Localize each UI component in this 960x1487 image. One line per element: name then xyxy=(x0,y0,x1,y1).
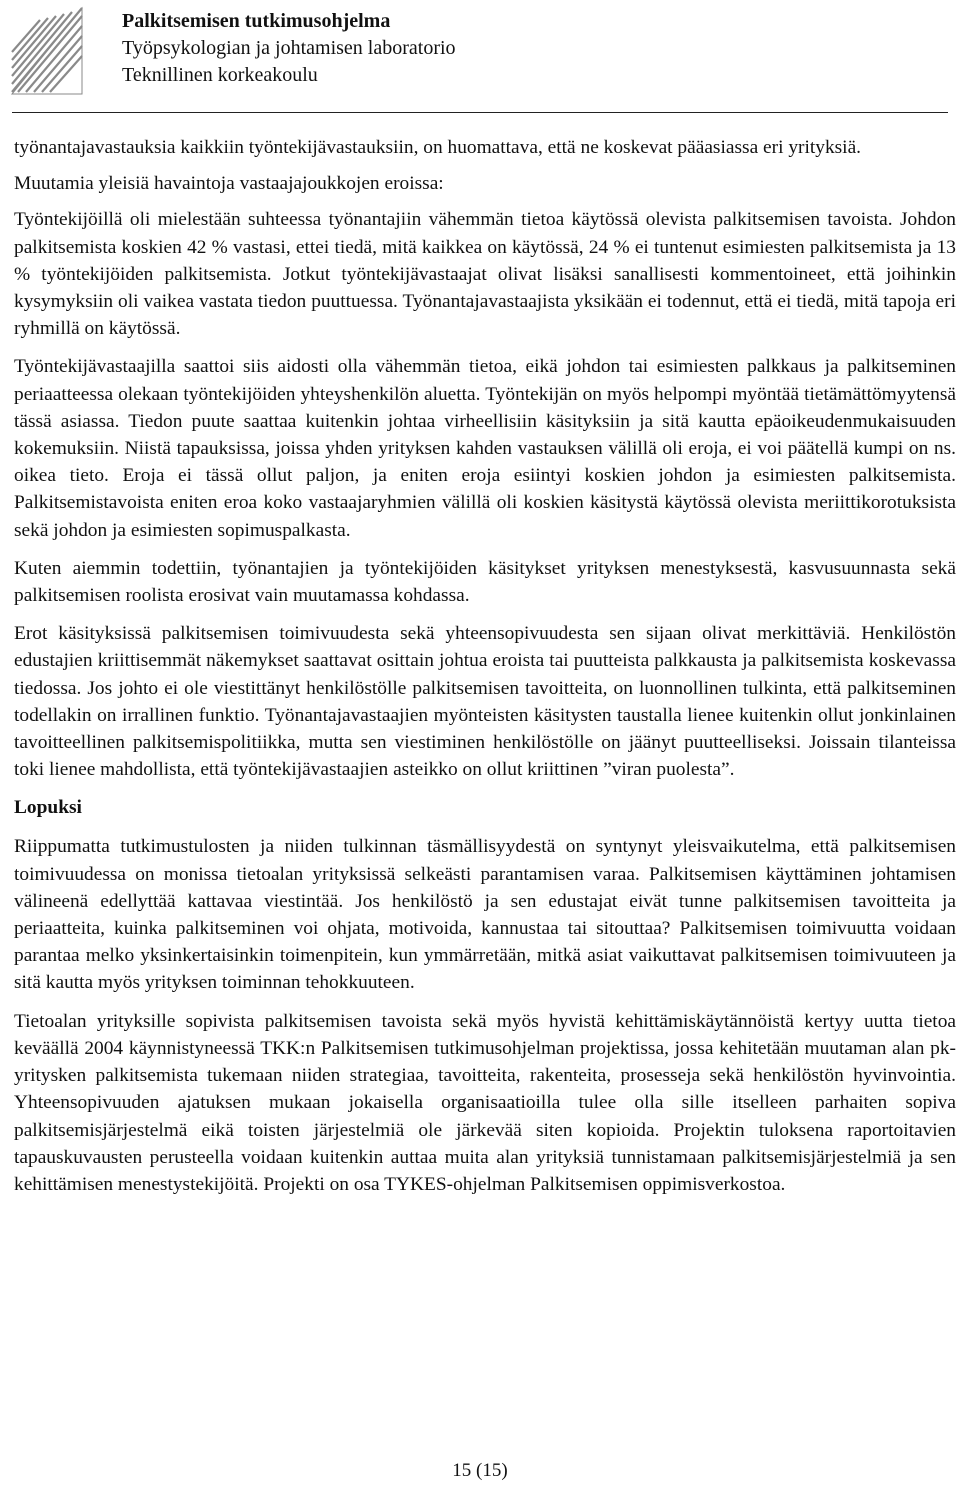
page-header xyxy=(10,0,950,104)
paragraph: Kuten aiemmin todettiin, työnantajien ja työntekijöiden käsitykset yrityksen menestyksestä, kasvusuunnasta sekä palkitsemisen roolista erosivat vain muutamassa kohdassa. xyxy=(14,557,956,607)
paragraph: työnantajavastauksia kaikkiin työntekijävastauksiin, on huomattava, että ne koskevat pääasiassa eri yrityksiä. xyxy=(14,137,862,158)
laboratory-name: Työpsykologian ja johtamisen laboratorio xyxy=(122,37,456,59)
program-title: Palkitsemisen tutkimusohjelma xyxy=(122,10,391,32)
paragraph: Erot käsityksissä palkitsemisen toimivuudesta sekä yhteensopivuudesta sen sijaan olivat merkittäviä. Henkilöstön edustajien kriittisemmät näkemykset saattavat osittain johtua eroista tai puutteista palkkausta ja palkitsemista koskevassa tiedossa. Jos johto ei ole viestittänyt henkilöstölle palkitsemisen tavoitteita, on luonnollinen tulkinta, että palkitseminen todellakin on irrallinen funktio. Työnantajavastaajien myönteisten käsitysten taustalla lienee kuitenkin ollut jonkinlainen tavoitteellinen palkitsemispolitiikka, mutta sen viestiminen henkilöstölle on jäänyt puutteelliseksi. Joissain tilanteissa toki lienee mahdollista, että työntekijävastaajien asteikko on ollut kriittinen ”viran puolesta”. xyxy=(14,623,956,781)
paragraph: Työntekijävastaajilla saattoi siis aidosti olla vähemmän tietoa, eikä johdon tai esimiesten palkkaus ja palkitseminen periaatteessa olekaan työntekijöiden yhteyshenkilön aluetta. Työntekijän on myös helpompi myöntää tietämättömyytensä tässä asiassa. Tiedon puute saattaa kuitenkin johtaa virheellisiin käsityksiin ja sitä kautta epäoikeudenmukaisuuden kokemuksiin. Niistä tapauksissa, joissa yhden yrityksen kahden vastauksen välillä oli eroja, ei voi päätellä kumpi on ns. oikea tieto. Eroja ei tässä ollut paljon, ja eniten eroja esiintyi koskien johdon ja esimiesten palkitsemista. Palkitsemistavoista eniten eroa koko vastaajaryhmien välillä oli koskien käsitystä käytössä olevista meriittikorotuksista sekä johdon ja esimiesten sopimuspalkasta. xyxy=(14,356,956,541)
paragraph: Muutamia yleisiä havaintoja vastaajajoukkojen eroissa: xyxy=(14,173,444,195)
page-number: 15 (15) xyxy=(452,1460,508,1481)
paragraph: Tietoalan yrityksille sopivista palkitsemisen tavoista sekä myös hyvistä kehittämiskäytännöistä kertyy uutta tietoa keväällä 2004 käynnistyneessä TKK:n Palkitsemisen tutkimusohjelman projektissa, jossa kehitetään muutaman alan pk-yritysken palkitsemista tukemaan niiden strategiaa, tavoitteita, rakenteita, prosesseja sekä henkilöstön hyvinvointia. Yhteensopivuuden ajatuksen mukaan jokaisella organisaatioilla tulee olla sille itselleen parhaiten sopiva palkitsemisjärjestelmä eikä toisten järjestelmiä ole järkevää siten kopioida. Projektin tuloksena raportoitavien tapauskuvausten perusteella voidaan kuitenkin auttaa muita alan yrityksiä tunnistamaan palkitsemisjärjestelmiä ja sen kehittämisen menestystekijöitä. Projekti on osa TYKES-ohjelman Palkitsemisen oppimisverkostoa. xyxy=(14,1010,956,1195)
university-name: Teknillinen korkeakoulu xyxy=(122,64,318,86)
header-divider xyxy=(12,112,948,113)
paragraph: Työntekijöillä oli mielestään suhteessa työnantajiin vähemmän tietoa käytössä olevista palkitsemisen tavoista. Johdon palkitsemista koskien 42 % vastasi, ettei tiedä, mitä kaikkea on käytössä, 24 % ei tuntenut esimiesten palkitsemista ja 13 % työntekijöiden palkitsemista. Jotkut työntekijävastaajat olivat lisäksi sanallisesti kommentoineet, että joihinkin kysymyksiin oli vaikea vastata tiedon puuttuessa. Työnantajavastaajista yksikään ei todennut, että ei tiedä, mitä tapoja eri ryhmillä on käytössä. xyxy=(14,209,956,340)
document-body xyxy=(14,134,956,1209)
organization-block xyxy=(122,8,456,89)
university-logo-icon xyxy=(10,4,84,96)
paragraph: Riippumatta tutkimustulosten ja niiden tulkinnan täsmällisyydestä on syntynyt yleisvaikutelma, että palkitsemisen toimivuudessa on monissa tietoalan yrityksissä selkeästi parantamisen varaa. Palkitsemisen käyttäminen johtamisen välineenä edellyttää kattavaa viestintää. Jos henkilöstö ja sen edustajat eivät tunne palkitsemisen tavoitteita ja periaatteita, kuinka palkitseminen voi ohjata, motivoida, kannustaa tai sitouttaa? Palkitsemisen toimivuutta voidaan parantaa melko yksinkertaisinkin toimenpitein, kun ymmärretään, mitkä asiat vaikuttavat palkitsemisen toimivuuteen ja sitä kautta myös yrityksen toiminnan tehokkuuteen. xyxy=(14,836,956,994)
section-heading: Lopuksi xyxy=(14,797,82,819)
